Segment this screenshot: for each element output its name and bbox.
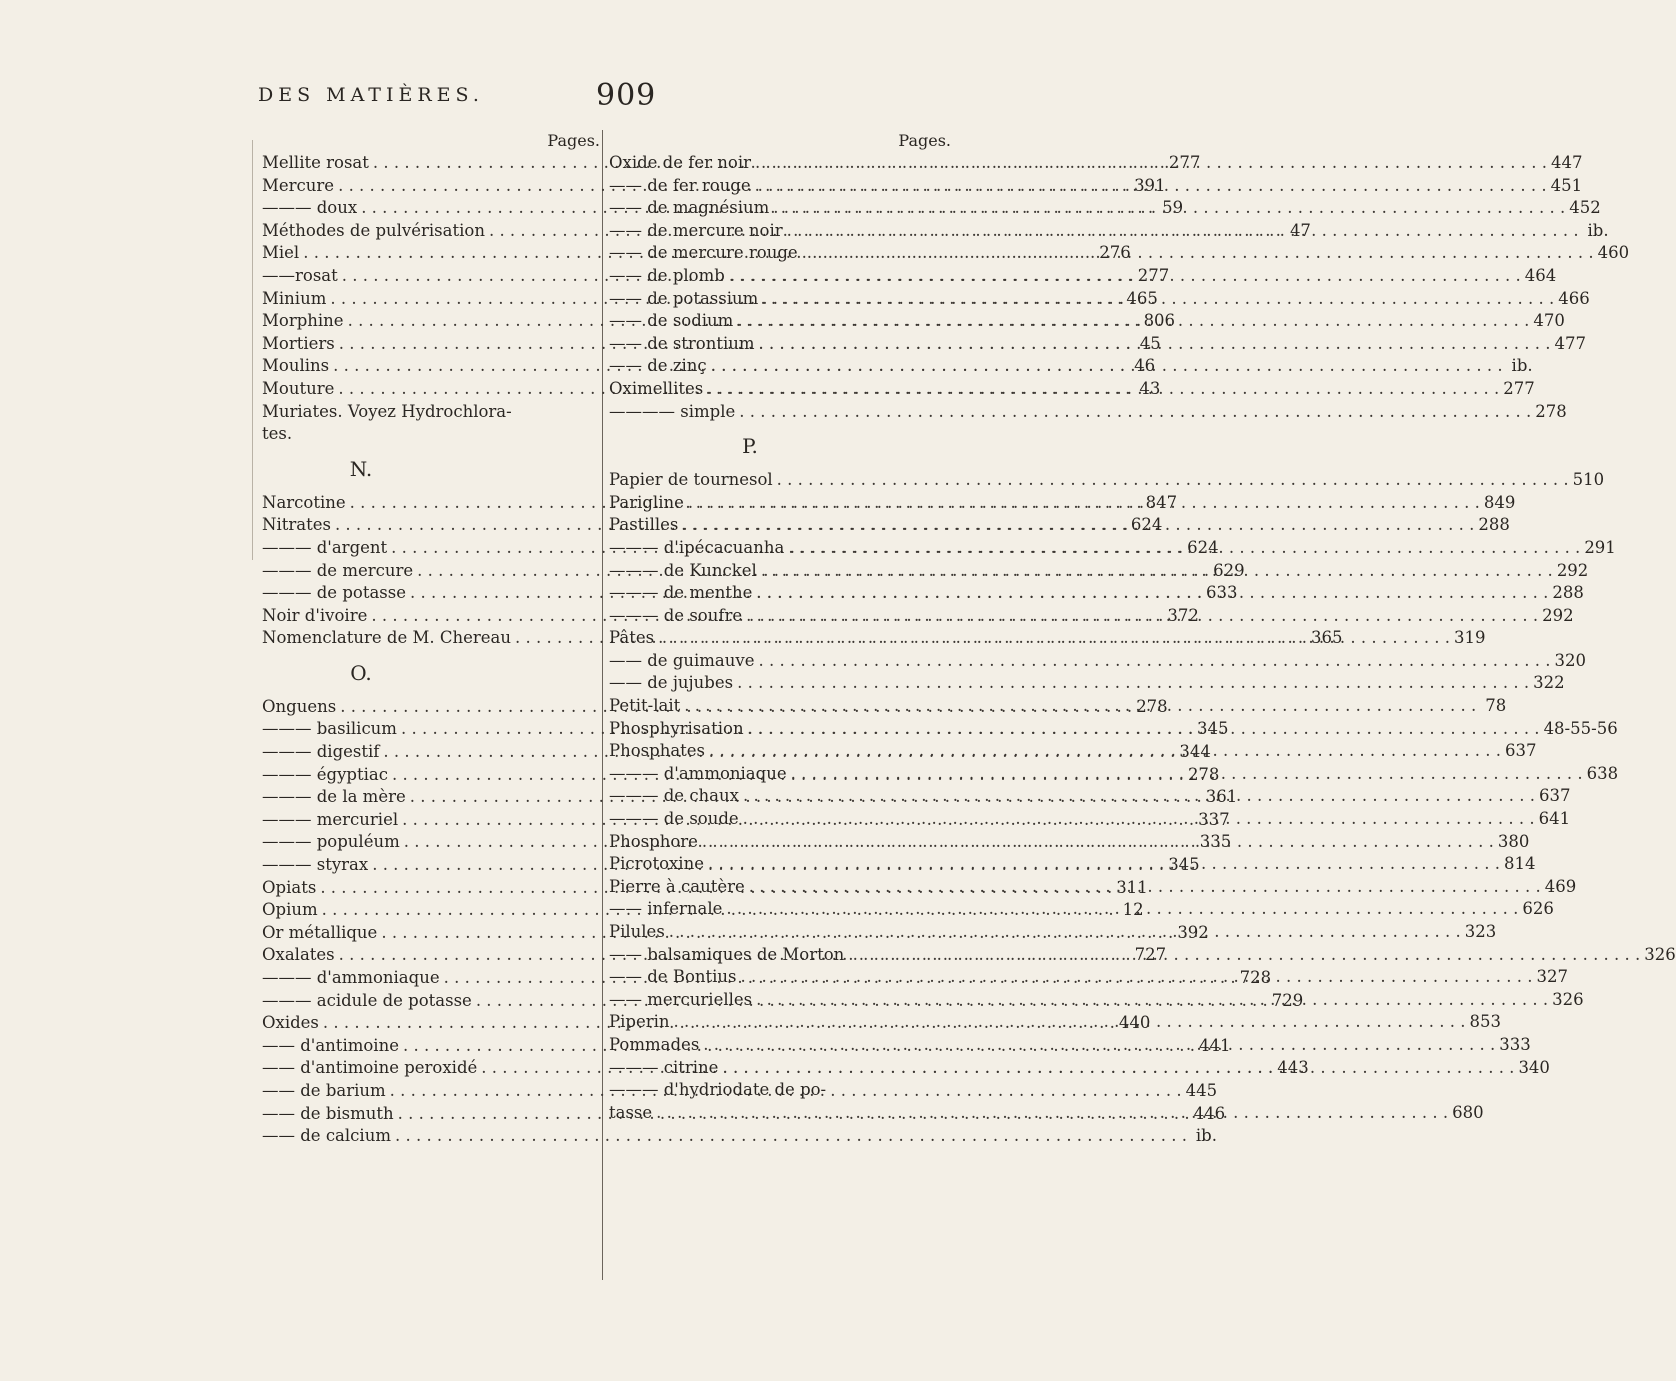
entry-page: 323 [1464,922,1497,941]
entry-text: Phosphates [609,741,706,761]
entry-text: Onguens [262,696,337,716]
entry-text: Oxalates [262,945,335,965]
entry-text: —— de bismuth [262,1103,394,1123]
leader-dots [756,989,1548,1012]
entry-page: 465 [1126,288,1158,308]
entry-page: 345 [1168,855,1200,875]
entry-text: Oxides [262,1013,319,1033]
entry-page: 43 [1139,378,1161,398]
section-letter-p: P. [742,434,758,459]
entry-page: 440 [1118,1013,1151,1033]
index-entry [609,650,1586,673]
leader-dots [674,1011,1466,1034]
index-entry [262,423,600,446]
entry-page: 361 [1205,787,1238,807]
entry-text: —— de mercure noir [609,220,783,240]
index-entry [609,469,1605,492]
entry-text: Minium [262,288,327,308]
entry-text: ———— simple [609,401,736,421]
entry-page: 849 [1483,492,1516,512]
entry-text: Muriates. Voyez Hydrochlora- [262,401,512,421]
entry-text: —— balsamiques de Morton [609,944,845,964]
entry-text: Miel [262,243,300,263]
leader-dots [707,378,1499,401]
entry-text: —— de calcium [262,1126,391,1146]
entry-page: 847 [1145,492,1178,512]
leader-dots [762,288,1554,311]
entry-page: 333 [1499,1034,1531,1054]
entry-text: ——— populéum [262,832,400,852]
entry-text: —— de plomb [609,265,725,285]
entry-page: 451 [1550,175,1583,195]
entry-text: —— mercurielles [609,989,753,1009]
entry-text: —— de barium [262,1080,386,1100]
entry-page: 78 [1485,696,1507,716]
entry-page: 337 [1198,809,1230,829]
entry-text: tasse [609,1102,653,1122]
entry-page: 311 [1116,877,1148,897]
entry-text: Moulins [262,356,330,376]
leader-dots [708,853,1500,876]
index-entry [262,401,600,424]
entry-text: ——rosat [262,265,338,285]
entry-page: 469 [1544,876,1577,896]
entry-page: 320 [1554,650,1586,670]
entry-page: 680 [1452,1102,1484,1122]
entry-text: ——— d'ammoniaque [609,763,787,783]
entry-text: Mercure [262,175,335,195]
entry-text: Méthodes de pulvérisation [262,220,485,240]
entry-text: —— de fer rouge [609,175,751,195]
leader-dots [773,197,1565,220]
entry-page: 277 [1503,378,1535,398]
entry-text: Opium [262,900,318,920]
entry-text: Opiats [262,877,317,897]
entry-text: Or métallique [262,922,378,942]
leader-dots [703,1034,1495,1057]
entry-page: 288 [1478,515,1510,535]
entry-text: Pierre à cautère [609,876,745,896]
entry-page: 277 [1137,265,1170,285]
entry-text: —— de sodium [609,311,734,331]
entry-page: 45 [1139,333,1161,353]
entry-page: 624 [1130,515,1163,535]
index-entry [609,672,1565,695]
entry-text: Parigline [609,492,684,512]
page-header [0,78,800,118]
entry-page: 326 [1644,944,1676,964]
entry-text: Oxide de fer noir [609,153,751,172]
leader-dots [755,175,1547,198]
entry-text: ——— d'hydriodate de po- [609,1080,827,1100]
entry-page: 853 [1469,1012,1501,1032]
entry-page: ib. [1511,356,1533,376]
leader-dots [729,265,1521,288]
leader-dots [755,152,1547,175]
entry-text: Mortiers [262,333,335,353]
entry-text: ——— de mercure [262,560,414,580]
entry-text: ——— d'ammoniaque [262,968,440,987]
entry-page: 319 [1454,628,1486,648]
entry-text: Noir d'ivoire [262,605,368,625]
entry-page: 276 [1099,243,1131,263]
section-letter-o: O. [350,660,372,685]
entry-text: Nomenclature de M. Chereau [262,628,512,648]
leader-dots [788,537,1580,560]
entry-page: ib. [1587,220,1609,240]
entry-page: 344 [1179,742,1211,762]
entry-text: Pommades [609,1034,700,1054]
leader-dots [743,808,1535,831]
entry-page: 340 [1518,1057,1550,1077]
entry-page: ib. [1195,1126,1217,1146]
entry-page: 637 [1505,741,1537,761]
entry-page: 59 [1162,198,1184,218]
entry-page: 626 [1522,899,1554,919]
leader-dots [395,1125,1187,1148]
entry-page: 466 [1558,288,1590,308]
entry-page: 729 [1271,990,1304,1010]
entry-text: Phosphyrisation [609,718,744,738]
leader-dots [684,695,1476,718]
entry-text: ——— d'argent [262,537,388,557]
entry-text: ——— citrine [609,1057,719,1077]
entry-text: —— de mercure rouge [609,243,798,263]
entry-page: 441 [1198,1035,1231,1055]
leader-dots [669,921,1461,944]
entry-text: Pilules [609,922,665,941]
entry-page: 629 [1213,560,1245,580]
entry-text: Pâtes [609,628,655,648]
entry-text: ——— acidule de potasse [262,990,472,1010]
leader-dots [737,310,1529,333]
entry-page: 510 [1572,470,1605,490]
entry-text: ——— basilicum [262,719,397,739]
index-entry [609,401,1567,424]
entry-page: 335 [1199,832,1232,852]
leader-dots [737,672,1529,695]
entry-page: 345 [1196,719,1229,739]
leader-dots [758,650,1550,673]
entry-page: 365 [1311,628,1343,648]
section-letter-n: N. [349,456,373,481]
leader-dots [759,333,1551,356]
entry-page: 624 [1187,537,1219,557]
leader-dots [848,944,1640,967]
entry-page: 322 [1533,673,1565,693]
entry-text: ——— de menthe [609,583,753,603]
entry-page: 727 [1134,945,1167,965]
page-number: 909 [596,78,657,113]
entry-text: ——— de soude [609,809,739,829]
leader-dots [656,1102,1448,1125]
leader-dots [761,560,1553,583]
entry-page: 372 [1167,605,1199,625]
entry-text: Morphine [262,311,344,331]
entry-text: —— d'antimoine [262,1035,399,1055]
running-title: DES MATIÈRES. [258,84,484,106]
entry-text: ——— styrax [262,855,369,875]
entry-text: —— de magnésium [609,198,770,218]
leader-dots [748,718,1540,741]
leader-dots [709,740,1501,763]
entry-page: 452 [1569,198,1601,218]
entry-text: —— infernale [609,899,723,919]
entry-page: 327 [1536,967,1568,987]
entry-text: —— de jujubes [609,673,734,693]
entry-text: Mellite rosat [262,153,369,172]
entry-page: 445 [1185,1080,1218,1100]
leader-dots [791,763,1583,786]
leader-dots [743,785,1535,808]
entry-text: Pastilles [609,515,679,535]
entry-text: Petit-lait [609,696,681,716]
leader-dots [787,220,1579,243]
entry-page: 641 [1538,809,1571,829]
entry-page: 326 [1552,989,1584,1009]
entry-page: 12 [1122,900,1144,920]
entry-page: 47 [1289,220,1311,240]
entry-page: 291 [1584,537,1616,557]
pages-label-right: Pages. [898,131,951,150]
leader-dots [658,627,1450,650]
entry-page: 464 [1524,265,1557,285]
leader-dots [711,355,1503,378]
entry-text: Oximellites [609,378,704,398]
entry-page: 447 [1550,153,1583,172]
entry-text: ——— de soufre [609,605,743,625]
entry-text: Nitrates [262,515,331,535]
entry-page: 728 [1239,968,1272,987]
entry-page: 443 [1277,1058,1309,1078]
entry-page: 292 [1542,605,1574,625]
entry-page: 278 [1187,764,1220,784]
entry-text: ——— de potasse [262,583,406,603]
index-entry [262,1125,1217,1148]
leader-dots [726,898,1518,921]
entry-text: ——— mercuriel [262,809,399,829]
entry-text: ——— de Kunckel [609,560,757,580]
leader-dots [741,966,1533,989]
entry-page: 288 [1552,583,1584,603]
entry-text: ——— doux [262,198,358,218]
entry-text: Narcotine [262,492,346,512]
entry-page: 638 [1586,763,1619,783]
entry-text: Phosphore [609,831,698,851]
entry-text: —— de potassium [609,288,759,308]
entry-text: ——— égyptiac [262,764,388,784]
entry-text: —— de Bontius [609,967,737,987]
entry-page: 278 [1535,401,1567,421]
leader-dots [702,831,1494,854]
index-entry [609,1079,951,1102]
entry-text: —— de guimauve [609,650,755,670]
leader-dots [749,876,1541,899]
entry-text: Papier de tournesol [609,470,773,490]
entry-page: 806 [1143,311,1176,331]
entry-text: ——— de la mère [262,787,406,807]
entry-text: tes. [262,424,293,444]
entry-page: 470 [1533,311,1565,331]
entry-text: ——— de chaux [609,786,739,806]
leader-dots [722,1057,1514,1080]
entry-text: ——— digestif [262,742,380,762]
entry-text: —— de zinç [609,356,707,376]
entry-page: 277 [1168,153,1201,172]
pages-label-left: Pages. [547,131,600,150]
entry-page: 477 [1554,333,1587,353]
entry-page: 292 [1556,560,1589,580]
entry-page: 460 [1597,243,1630,263]
entry-page: 392 [1177,922,1209,942]
leader-dots [682,514,1474,537]
entry-page: 814 [1503,854,1536,874]
entry-text: Piperin [609,1012,670,1032]
entry-text: ——— d'ipécacuanha [609,537,785,557]
leader-dots [756,582,1548,605]
entry-text: —— d'antimoine peroxidé [262,1058,478,1078]
entry-text: —— de strontium [609,333,755,353]
leader-dots [802,242,1594,265]
leader-dots [688,492,1480,515]
entry-page: 446 [1193,1103,1226,1123]
entry-page: 48-55-56 [1543,718,1618,738]
entry-text: Mouture [262,378,335,398]
entry-page: 380 [1497,831,1530,851]
leader-dots [746,605,1538,628]
entry-page: 633 [1205,583,1238,603]
entry-page: 278 [1136,696,1168,716]
entry-text: Picrotoxine [609,854,704,874]
entry-page: 46 [1134,356,1156,376]
page-edge-line [252,140,253,560]
entry-page: 637 [1538,786,1571,806]
leader-dots [739,401,1531,424]
entry-page: 391 [1134,175,1166,195]
leader-dots [777,469,1569,492]
